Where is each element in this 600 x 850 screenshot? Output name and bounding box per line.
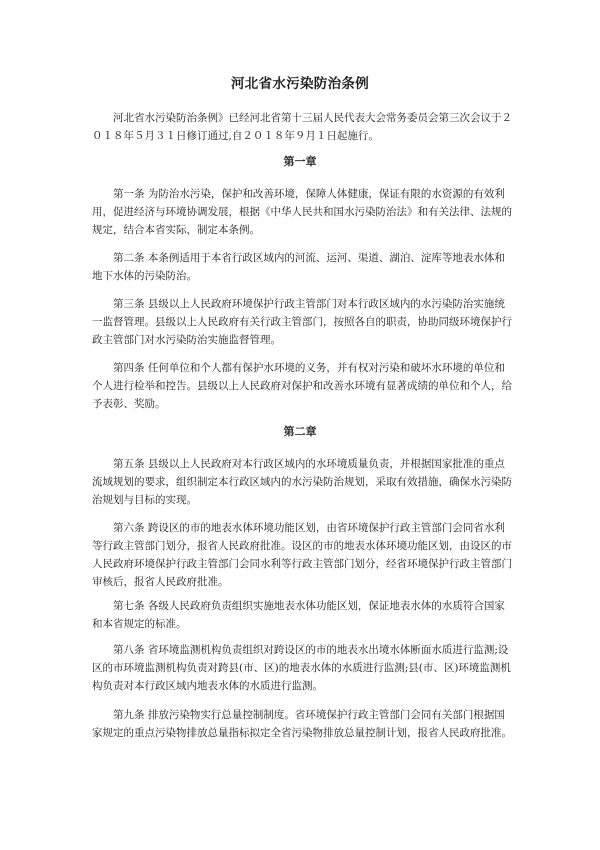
article-3: 第三条 县级以上人民政府环境保护行政主管部门对本行政区域内的水污染防治实施统一监督管理。县级以上人民政府有关行政主管部门，按照各自的职责，协助同级环境保护行政主管部门对水污染防治实施监督管理。 bbox=[92, 298, 512, 346]
article-7: 第七条 各级人民政府负责组织实施地表水体功能区划，保证地表水体的水质符合国家和本省规定的标准。 bbox=[92, 600, 505, 630]
document-title: 河北省水污染防治条例 bbox=[231, 76, 369, 92]
chapter-heading-1: 第一章 bbox=[283, 155, 317, 168]
article-8: 第八条 省环境监测机构负责组织对跨设区的市的地表水出境水体断面水质进行监测;设区的市环境监测机构负责对跨县(市、区)的地表水体的水质进行监测;县(市、区)环境监测机构负责对本行政区域内地表水体的水质进行监测。 bbox=[92, 644, 511, 692]
article-9: 第九条 排放污染物实行总量控制制度。省环境保护行政主管部门会同有关部门根据国家规定的重点污染物排放总量指标拟定全省污染物排放总量控制计划，报省人民政府批准。 bbox=[92, 709, 512, 739]
intro-paragraph: 河北省水污染防治条例》已经河北省第十三届人民代表大会常务委员会第三次会议于２０１８年５月３１日修订通过,自２０１８年９月１日起施行。 bbox=[92, 112, 512, 142]
chapter-heading-2: 第二章 bbox=[283, 425, 317, 438]
article-5: 第五条 县级以上人民政府对本行政区域内的水环境质量负责，并根据国家批准的重点流域规划的要求，组织制定本行政区域内的水污染防治规划，采取有效措施，确保水污染防治规划与目标的实现。 bbox=[92, 458, 512, 506]
article-1: 第一条 为防治水污染，保护和改善环境，保障人体健康，保证有限的水资源的有效利用，促进经济与环境协调发展，根据《中华人民共和国水污染防治法》和有关法律、法规的规定，结合本省实际，制定本条例。 bbox=[92, 188, 512, 236]
article-4: 第四条 任何单位和个人都有保护水环境的义务，并有权对污染和破坏水环境的单位和个人进行检举和控告。县级以上人民政府对保护和改善水环境有显著成绩的单位和个人，给予表彰、奖励。 bbox=[92, 362, 512, 410]
article-2: 第二条 本条例适用于本省行政区域内的河流、运河、渠道、湖泊、淀库等地表水体和地下水体的污染防治。 bbox=[92, 252, 505, 282]
article-6: 第六条 跨设区的市的地表水体环境功能区划，由省环境保护行政主管部门会同省水利等行政主管部门划分，报省人民政府批准。设区的市的地表水体环境功能区划，由设区的市人民政府环境保护行政主管部门会同水利等行政主管部门划分，经省环境保护行政主管部门审核后，报省人民政府批准。 bbox=[92, 522, 512, 588]
